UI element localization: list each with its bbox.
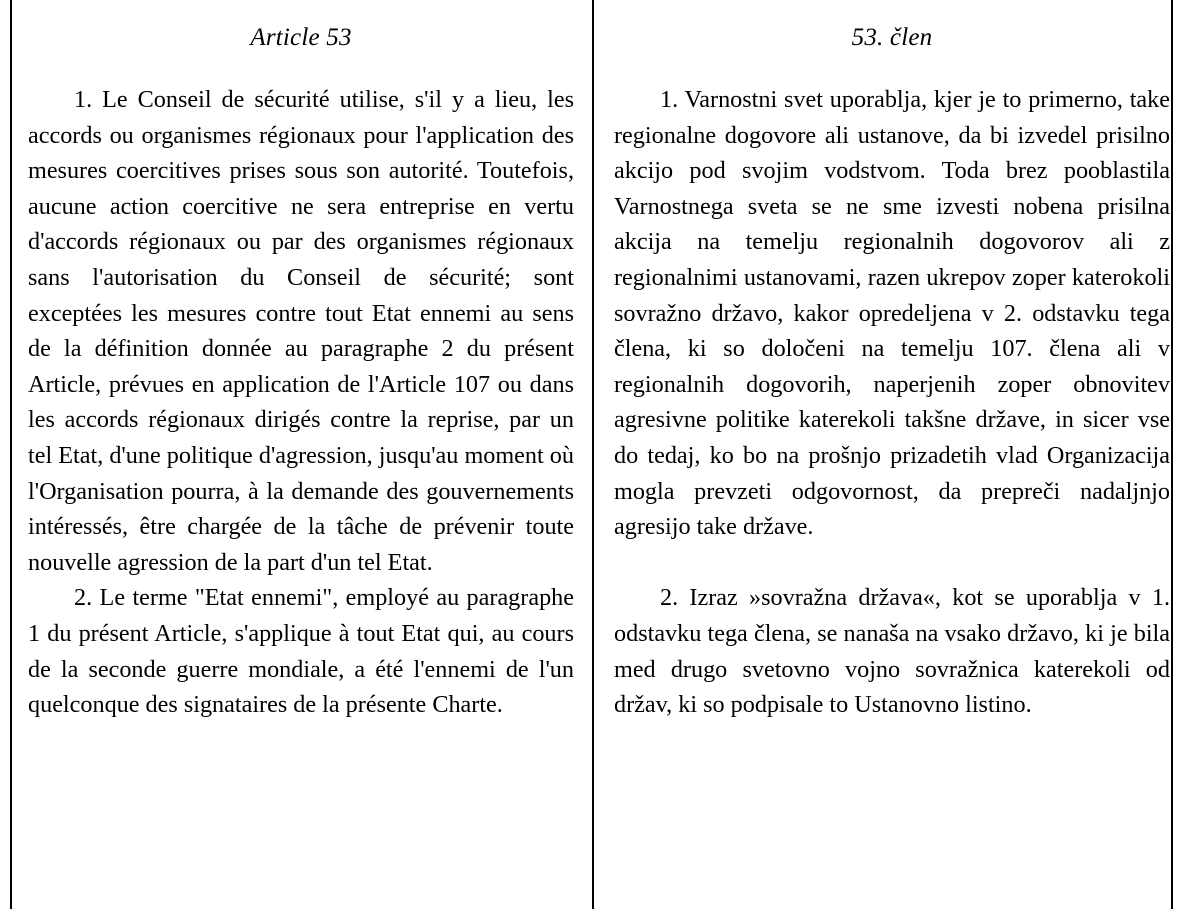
paragraph-french-2: 2. Le terme "Etat ennemi", employé au paragraphe 1 du présent Article, s'applique à tout Etat qui, au cours de la seconde guerre mondiale, a été l'ennemi de l'un quelconque des signataires de la présente Charte. bbox=[28, 584, 574, 719]
paragraph-slovenian-2: 2. Izraz »sovražna država«, kot se uporablja v 1. odstavku tega člena, se nanaša na vsako državo, ki je bila med drugo svetovno vojno sovražnica katerekoli od držav, ki so podpisale to Ustanovno listino. bbox=[614, 584, 1170, 719]
column-heading-french: Article 53 bbox=[250, 24, 352, 51]
column-french bbox=[0, 0, 592, 909]
column-slovenian bbox=[592, 0, 1186, 909]
paragraph-slovenian-1: 1. Varnostni svet uporablja, kjer je to primerno, take regionalne dogovore ali ustanove, da bi izvedel prisilno akcijo pod svojim vodstvom. Toda brez pooblastila Varnostnega sveta se ne sme izvesti nobena prisilna akcija na temelju regionalnih dogovorov ali z regionalnimi ustanovami, razen ukrepov zoper katerokoli sovražno državo, kakor opredeljena v 2. odstavku tega člena, ki so določeni na temelju 107. člena ali v regionalnih dogovorih, naperjenih zoper obnovitev agresivne politike katerekoli takšne države, in sicer vse do tedaj, ko bo na prošnjo prizadetih vlad Organizacija mogla prevzeti odgovornost, da prepreči nadaljnjo agresijo take države. bbox=[614, 86, 1170, 541]
column-heading-slovenian: 53. člen bbox=[851, 24, 933, 51]
paragraph-french-1: 1. Le Conseil de sécurité utilise, s'il y a lieu, les accords ou organismes régionaux pour l'application des mesures coercitives prises sous son autorité. Toutefois, aucune action coercitive ne sera entreprise en vertu d'accords régionaux ou par des organismes régionaux sans l'autorisation du Conseil de sécurité; sont exceptées les mesures contre tout Etat ennemi au sens de la définition donnée au paragraphe 2 du présent Article, prévues en application de l'Article 107 ou dans les accords régionaux dirigés contre la reprise, par un tel Etat, d'une politique d'agression, jusqu'au moment où l'Organisation pourra, à la demande des gouvernements intéressés, être chargée de la tâche de prévenir toute nouvelle agression de la part d'un tel Etat. bbox=[28, 86, 574, 576]
